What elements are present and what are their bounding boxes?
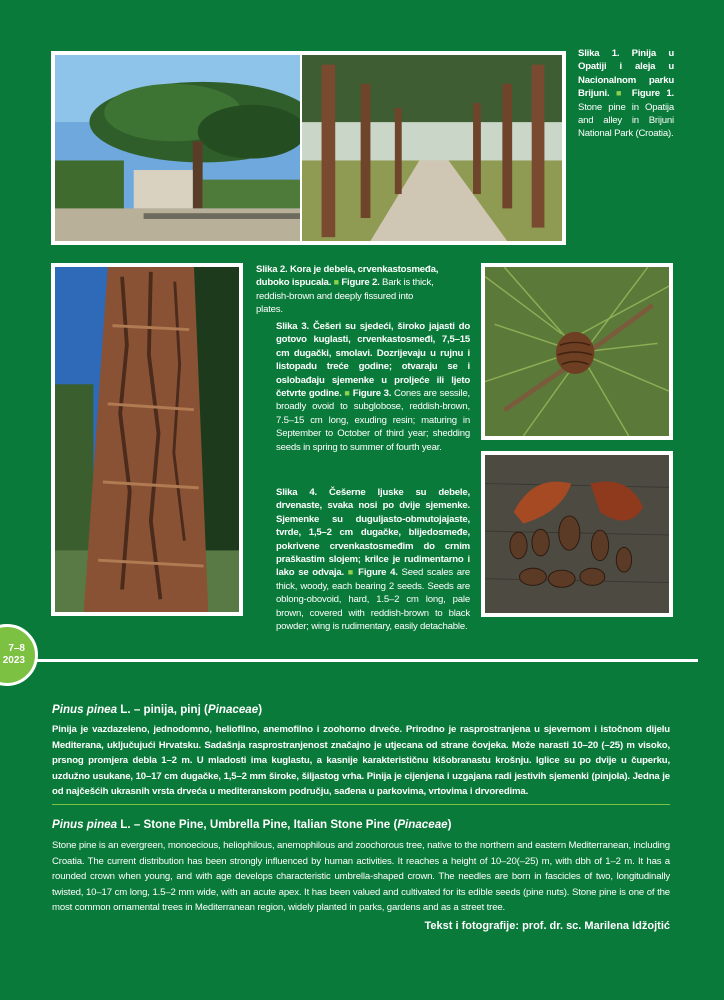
figure2-text-en: Bark is thick, reddish-brown and deeply fissured into plates. bbox=[256, 277, 434, 316]
figure3-text-en: Cones are sessile, broadly ovoid to subglobose, reddish-brown, 7.5–15 cm long, exuding resin; maturing in September to October of third year; shedding seeds in spring to summer of fourth year. bbox=[276, 388, 470, 453]
section-title-hr bbox=[52, 703, 262, 716]
body-text-hr: Pinija je vazdazeleno, jednodomno, heliofilno, anemofilno i zoohorno drveće. Prirodno je rasprostranjena u sjevernom i istočnom dijelu Mediterana, uključujući Hrvatsku. Sadašnja rasprostranjenost značajno je utjecana od strane čovjeka. Može narasti 10–20 (–25) m visoko, prsnog promjera debla 1–2 m. U mladosti ima kuglastu, a kasnije karakterističnu kišobranastu krošnju. Iglice su po dvije u čuperku, uzdužno usukane, 10–17 cm dugačke, 1,5–2 mm široke, šiljastog vrha. Pinija je cijenjena i uzgajana radi jestivih sjemenki (pinjola). Jedna je od najčešćih ukrasnih vrsta drveća u mediteranskom području, sađena u parkovima, vrtovima i drvoredima. bbox=[52, 724, 670, 798]
photo-credit: Tekst i fotografije: prof. dr. sc. Marilena Idžojtić bbox=[424, 920, 670, 932]
figure4-text-hr: Češerne ljuske su debele, drvenaste, svaka nosi po dvije sjemenke. Sjemenke su duguljasto-obmutojajaste, tvrde, 1,5–2 cm dugačke, blijedosmeđe, pokrivene crvenkastosmeđim do crnim praškastim slojem; krilce je rudimentarno i lako se odvaja. bbox=[276, 487, 470, 579]
title-rest-en: L. – Stone Pine, Umbrella Pine, Italian Stone Pine ( bbox=[117, 818, 398, 831]
body-text-en: Stone pine is an evergreen, monoecious, heliophilous, anemophilous and zoochorous tree, native to the northern and eastern Mediterranean, including Croatia. The current distribution has been strongly influenced by human activities. It reaches a height of 10–20(–25) m, with dbh of 1–2 m. It has a rounded crown when young, and with age develops characteristic umbrella-shaped crown. The needles are born in fascicles of two, longitudinally twisted, 10–17 cm long, 1.5–2 mm wide, with an acute apex. It has been valued and cultivated for its edible seeds (pine nuts). Stone pine is one of the most common ornamental trees in Mediterranean region, widely planted in parks, gardens and as a street tree. bbox=[52, 840, 670, 914]
figure3-label-en: Figure 3. bbox=[352, 388, 392, 400]
square-bullet-icon: ■ bbox=[333, 277, 339, 288]
figure1-text-en: Stone pine in Opatija and alley in Brijuni National Park (Croatia). bbox=[578, 101, 674, 140]
title-close-hr: ) bbox=[258, 703, 263, 716]
issue-number: 7–8 bbox=[8, 643, 25, 654]
photo-pine-alley-brijuni bbox=[300, 51, 566, 245]
figure2-label-en: Figure 2. bbox=[341, 277, 380, 289]
figure4-caption bbox=[276, 486, 470, 633]
family-en: Pinaceae bbox=[397, 818, 448, 831]
square-bullet-icon: ■ bbox=[344, 388, 350, 399]
title-close-en: ) bbox=[447, 818, 452, 831]
family-hr: Pinaceae bbox=[207, 703, 259, 716]
latin-name-en: Pinus pinea bbox=[52, 818, 118, 831]
figure1-label-en: Figure 1. bbox=[631, 88, 674, 100]
figure1-text-hr: Pinija u Opatiji i aleja u Nacionalnom parku Brijuni. bbox=[578, 48, 674, 100]
figure3-label-hr: Slika 3. bbox=[276, 321, 309, 332]
photo-bark bbox=[51, 263, 243, 616]
language-divider bbox=[52, 804, 670, 805]
figure2-label-hr: Slika 2. bbox=[256, 264, 288, 275]
title-rest-hr: L. – pinija, pinj ( bbox=[117, 703, 208, 716]
figure4-label-hr: Slika 4. bbox=[276, 487, 318, 498]
square-bullet-icon: ■ bbox=[615, 88, 626, 99]
figure2-caption bbox=[256, 263, 440, 317]
figure4-text-en: Seed scales are thick, woody, each bearing 2 seeds. Seeds are oblong-obovoid, hard, 1.5–2 cm long, pale brown, covered with reddish-brown to black powder; wing is rudimentary, easily detachable. bbox=[276, 567, 470, 633]
photo-pine-cone bbox=[481, 263, 673, 440]
latin-name-hr: Pinus pinea bbox=[52, 703, 118, 716]
section-divider-line bbox=[0, 659, 698, 662]
figure4-label-en: Figure 4. bbox=[358, 567, 398, 579]
figure3-text-hr: Češeri su sjedeći, široko jajasti do gotovo kuglasti, crvenkastosmeđi, 7,5–15 cm dugački, smolavi. Dozrijevaju u rujnu i listopadu treće godine; otvaraju se i oslobađaju sjemenke u proljeće ili ljeto četvrte godine. bbox=[276, 321, 470, 400]
square-bullet-icon: ■ bbox=[347, 567, 355, 578]
issue-year: 2023 bbox=[2, 655, 25, 666]
figure1-label-hr: Slika 1. bbox=[578, 48, 620, 59]
issue-badge bbox=[0, 624, 38, 686]
section-title-en bbox=[52, 818, 451, 831]
figure1-caption bbox=[578, 47, 674, 141]
figure2-text-hr: Kora je debela, crvenkastosmeđa, duboko ispucala. bbox=[256, 264, 439, 289]
photo-stone-pine-opatija bbox=[51, 51, 302, 245]
figure3-caption bbox=[276, 320, 470, 454]
photo-seed-scales-and-seeds bbox=[481, 451, 673, 617]
